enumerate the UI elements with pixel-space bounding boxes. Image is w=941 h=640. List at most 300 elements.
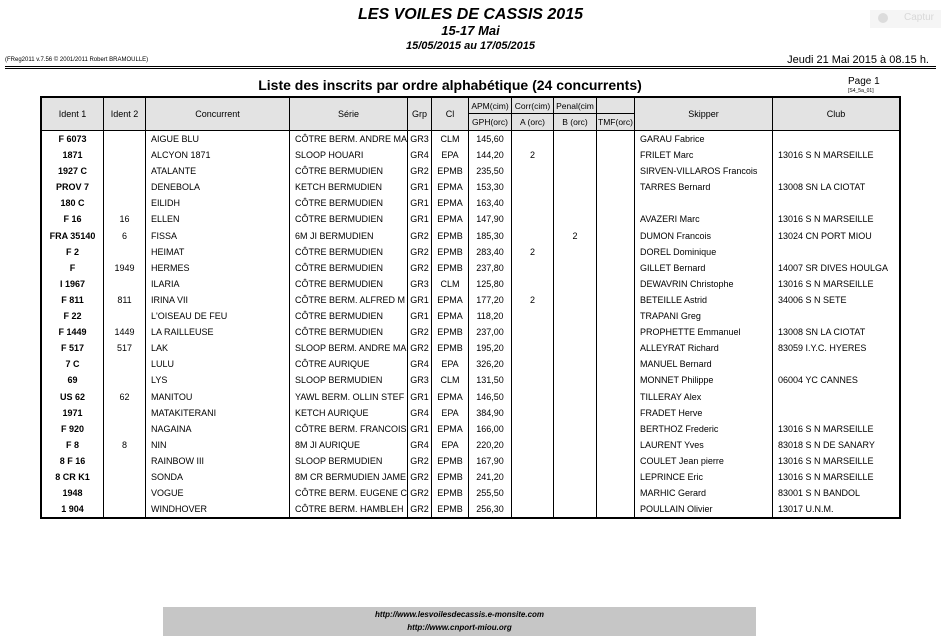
table-row	[42, 211, 899, 227]
capture-label: Captur	[904, 12, 935, 23]
serie-cell: SLOOP BERMUDIEN	[290, 372, 408, 388]
tmf-cell	[597, 211, 635, 227]
corr-cell	[512, 195, 554, 211]
rating-cell: 145,60	[469, 131, 512, 147]
skipper-cell: FRILET Marc	[635, 147, 773, 163]
page-code: [S4_5a_01]	[848, 88, 874, 94]
penal-cell	[554, 405, 597, 421]
grp-cell: GR3	[408, 372, 432, 388]
class-cell: EPA	[432, 356, 469, 372]
corr-cell	[512, 308, 554, 324]
skipper-cell: GARAU Fabrice	[635, 131, 773, 147]
print-timestamp: Jeudi 21 Mai 2015 à 08.15 h.	[787, 54, 929, 66]
rating-cell: 195,20	[469, 340, 512, 356]
entries-table	[40, 96, 901, 519]
footer-url-2[interactable]: http://www.cnport-miou.org	[407, 623, 512, 632]
class-cell: EPMB	[432, 324, 469, 340]
skipper-cell: LAURENT Yves	[635, 437, 773, 453]
class-cell: EPA	[432, 405, 469, 421]
table-row	[42, 469, 899, 485]
concurrent-cell: NAGAINA	[146, 421, 290, 437]
concurrent-cell: FISSA	[146, 228, 290, 244]
rating-cell: 255,50	[469, 485, 512, 501]
ident1-cell: 1971	[42, 405, 104, 421]
corr-cell	[512, 372, 554, 388]
table-row	[42, 244, 899, 260]
corr-cell	[512, 179, 554, 195]
ident1-cell: 1 904	[42, 501, 104, 517]
club-cell	[773, 389, 899, 405]
skipper-cell: FRADET Herve	[635, 405, 773, 421]
grp-cell: GR4	[408, 356, 432, 372]
tmf-cell	[597, 501, 635, 517]
tmf-cell	[597, 244, 635, 260]
corr-cell	[512, 340, 554, 356]
penal-cell	[554, 372, 597, 388]
col-penal: Penal(cim	[554, 98, 597, 114]
tmf-cell	[597, 260, 635, 276]
ident1-cell: 1948	[42, 485, 104, 501]
ident2-cell	[104, 485, 146, 501]
capture-button[interactable]	[870, 10, 941, 28]
tmf-cell	[597, 195, 635, 211]
ident2-cell	[104, 147, 146, 163]
serie-cell: SLOOP BERMUDIEN	[290, 453, 408, 469]
header-divider-2	[5, 68, 936, 69]
table-row	[42, 437, 899, 453]
tmf-cell	[597, 163, 635, 179]
corr-cell	[512, 228, 554, 244]
ident1-cell: FRA 35140	[42, 228, 104, 244]
penal-cell	[554, 260, 597, 276]
ident1-cell: F 517	[42, 340, 104, 356]
tmf-cell	[597, 228, 635, 244]
tmf-cell	[597, 453, 635, 469]
penal-cell	[554, 356, 597, 372]
concurrent-cell: VOGUE	[146, 485, 290, 501]
rating-cell: 220,20	[469, 437, 512, 453]
tmf-cell	[597, 356, 635, 372]
table-row	[42, 389, 899, 405]
table-row	[42, 260, 899, 276]
penal-cell	[554, 163, 597, 179]
event-title: LES VOILES DE CASSIS 2015	[358, 6, 583, 23]
class-cell: EPMB	[432, 228, 469, 244]
concurrent-cell: WINDHOVER	[146, 501, 290, 517]
footer-url-1[interactable]: http://www.lesvoilesdecassis.e-monsite.com	[374, 610, 545, 619]
grp-cell: GR2	[408, 163, 432, 179]
class-cell: EPMB	[432, 453, 469, 469]
serie-cell: YAWL BERM. OLLIN STEF	[290, 389, 408, 405]
col-a-orc: A (orc)	[512, 114, 554, 130]
class-cell: EPMB	[432, 501, 469, 517]
ident2-cell	[104, 163, 146, 179]
concurrent-cell: HERMES	[146, 260, 290, 276]
concurrent-cell: LAK	[146, 340, 290, 356]
ident2-cell: 1949	[104, 260, 146, 276]
class-cell: EPMB	[432, 469, 469, 485]
grp-cell: GR3	[408, 276, 432, 292]
grp-cell: GR1	[408, 292, 432, 308]
concurrent-cell: NIN	[146, 437, 290, 453]
concurrent-cell: RAINBOW III	[146, 453, 290, 469]
serie-cell: 8M JI AURIQUE	[290, 437, 408, 453]
club-cell	[773, 163, 899, 179]
ident2-cell	[104, 308, 146, 324]
penal-cell	[554, 131, 597, 147]
skipper-cell	[635, 195, 773, 211]
class-cell: EPMA	[432, 421, 469, 437]
club-cell: 83018 S N DE SANARY	[778, 439, 875, 450]
club-cell: 13008 SN LA CIOTAT	[778, 182, 866, 193]
penal-cell	[554, 469, 597, 485]
class-cell: EPMA	[432, 195, 469, 211]
ident2-cell	[104, 453, 146, 469]
table-row	[42, 292, 899, 308]
table-body	[42, 131, 899, 517]
table-row	[42, 179, 899, 195]
col-tmf-blank	[597, 98, 635, 114]
serie-cell: CÔTRE BERMUDIEN	[290, 308, 408, 324]
rating-cell: 146,50	[469, 389, 512, 405]
rating-cell: 235,50	[469, 163, 512, 179]
serie-cell: CÔTRE BERMUDIEN	[290, 276, 408, 292]
serie-cell: CÔTRE BERM. HAMBLEH	[290, 501, 408, 517]
corr-cell	[512, 131, 554, 147]
ident2-cell: 1449	[104, 324, 146, 340]
ident1-cell: 8 CR K1	[42, 469, 104, 485]
serie-cell: CÔTRE BERMUDIEN	[290, 195, 408, 211]
ident1-cell: F 811	[42, 292, 104, 308]
club-cell: 13016 S N MARSEILLE	[778, 455, 874, 466]
corr-cell	[512, 421, 554, 437]
serie-cell: SLOOP BERM. ANDRE MA	[290, 340, 408, 356]
table-row	[42, 405, 899, 421]
skipper-cell: MARHIC Gerard	[635, 485, 773, 501]
grp-cell: GR2	[408, 228, 432, 244]
skipper-cell: POULLAIN Olivier	[635, 501, 773, 517]
ident1-cell: F	[42, 260, 104, 276]
corr-cell	[512, 453, 554, 469]
club-cell	[773, 195, 899, 211]
table-row	[42, 356, 899, 372]
tmf-cell	[597, 147, 635, 163]
penal-cell	[554, 147, 597, 163]
penal-cell	[554, 485, 597, 501]
concurrent-cell: AIGUE BLU	[146, 131, 290, 147]
ident1-cell: US 62	[42, 389, 104, 405]
ident1-cell: F 920	[42, 421, 104, 437]
grp-cell: GR2	[408, 501, 432, 517]
table-row	[42, 147, 899, 163]
class-cell: CLM	[432, 372, 469, 388]
list-title: Liste des inscrits par ordre alphabétique (24 concurrents)	[258, 77, 642, 93]
ident2-cell	[104, 276, 146, 292]
concurrent-cell: ILARIA	[146, 276, 290, 292]
grp-cell: GR4	[408, 147, 432, 163]
skipper-cell: BETEILLE Astrid	[635, 292, 773, 308]
ident2-cell	[104, 405, 146, 421]
class-cell: EPA	[432, 147, 469, 163]
skipper-cell: DUMON Francois	[635, 228, 773, 244]
table-row	[42, 453, 899, 469]
ident1-cell: F 8	[42, 437, 104, 453]
class-cell: EPA	[432, 437, 469, 453]
footer-links	[163, 607, 756, 636]
concurrent-cell: MANITOU	[146, 389, 290, 405]
skipper-cell: ALLEYRAT Richard	[635, 340, 773, 356]
grp-cell: GR2	[408, 244, 432, 260]
col-serie: Série	[290, 98, 408, 130]
rating-cell: 384,90	[469, 405, 512, 421]
concurrent-cell: IRINA VII	[146, 292, 290, 308]
skipper-cell: DEWAVRIN Christophe	[635, 276, 773, 292]
club-cell: 83001 S N BANDOL	[778, 488, 861, 499]
club-cell: 13016 S N MARSEILLE	[778, 150, 874, 161]
tmf-cell	[597, 276, 635, 292]
club-cell: 34006 S N SETE	[778, 294, 847, 305]
class-cell: EPMB	[432, 260, 469, 276]
skipper-cell: MANUEL Bernard	[635, 356, 773, 372]
grp-cell: GR1	[408, 179, 432, 195]
table-row	[42, 421, 899, 437]
club-cell	[773, 131, 899, 147]
penal-cell	[554, 389, 597, 405]
club-cell	[773, 244, 899, 260]
rating-cell: 177,20	[469, 292, 512, 308]
penal-cell	[554, 421, 597, 437]
penal-cell: 2	[554, 228, 597, 244]
rating-cell: 283,40	[469, 244, 512, 260]
serie-cell: CÔTRE BERMUDIEN	[290, 260, 408, 276]
grp-cell: GR1	[408, 389, 432, 405]
corr-cell: 2	[512, 244, 554, 260]
tmf-cell	[597, 340, 635, 356]
corr-cell	[512, 485, 554, 501]
corr-cell	[512, 437, 554, 453]
ident1-cell: 1871	[42, 147, 104, 163]
tmf-cell	[597, 405, 635, 421]
class-cell: EPMB	[432, 163, 469, 179]
concurrent-cell: LA RAILLEUSE	[146, 324, 290, 340]
penal-cell	[554, 324, 597, 340]
concurrent-cell: EILIDH	[146, 195, 290, 211]
serie-cell: KETCH BERMUDIEN	[290, 179, 408, 195]
col-apm: APM(cim)	[469, 98, 512, 114]
class-cell: CLM	[432, 276, 469, 292]
rating-cell: 167,90	[469, 453, 512, 469]
penal-cell	[554, 292, 597, 308]
corr-cell	[512, 260, 554, 276]
skipper-cell: BERTHOZ Frederic	[635, 421, 773, 437]
penal-cell	[554, 308, 597, 324]
col-grp: Grp	[408, 98, 432, 130]
tmf-cell	[597, 131, 635, 147]
tmf-cell	[597, 324, 635, 340]
ident1-cell: F 6073	[42, 131, 104, 147]
concurrent-cell: DENEBOLA	[146, 179, 290, 195]
class-cell: EPMA	[432, 292, 469, 308]
ident1-cell: I 1967	[42, 276, 104, 292]
serie-cell: CÔTRE BERMUDIEN	[290, 211, 408, 227]
tmf-cell	[597, 308, 635, 324]
col-gph: GPH(orc)	[469, 114, 512, 130]
concurrent-cell: L'OISEAU DE FEU	[146, 308, 290, 324]
club-cell: 13017 U.N.M.	[778, 504, 834, 515]
ident1-cell: F 2	[42, 244, 104, 260]
header-divider	[5, 66, 936, 67]
tmf-cell	[597, 421, 635, 437]
ident2-cell	[104, 195, 146, 211]
grp-cell: GR1	[408, 195, 432, 211]
penal-cell	[554, 276, 597, 292]
page-number: Page 1	[848, 76, 880, 87]
ident1-cell: 1927 C	[42, 163, 104, 179]
ident2-cell: 811	[104, 292, 146, 308]
ident2-cell: 16	[104, 211, 146, 227]
rating-cell: 131,50	[469, 372, 512, 388]
club-cell: 14007 SR DIVES HOULGA	[778, 262, 889, 273]
grp-cell: GR2	[408, 453, 432, 469]
rating-cell: 144,20	[469, 147, 512, 163]
club-cell: 13016 S N MARSEILLE	[778, 471, 874, 482]
concurrent-cell: SONDA	[146, 469, 290, 485]
serie-cell: CÔTRE BERMUDIEN	[290, 324, 408, 340]
tmf-cell	[597, 292, 635, 308]
rating-cell: 256,30	[469, 501, 512, 517]
ident1-cell: F 1449	[42, 324, 104, 340]
skipper-cell: SIRVEN-VILLAROS Francois	[635, 163, 773, 179]
club-cell: 13008 SN LA CIOTAT	[778, 327, 866, 338]
ident1-cell: 69	[42, 372, 104, 388]
capture-icon	[878, 13, 888, 23]
concurrent-cell: ALCYON 1871	[146, 147, 290, 163]
corr-cell	[512, 389, 554, 405]
ident1-cell: PROV 7	[42, 179, 104, 195]
class-cell: CLM	[432, 131, 469, 147]
corr-cell	[512, 356, 554, 372]
serie-cell: CÔTRE AURIQUE	[290, 356, 408, 372]
grp-cell: GR2	[408, 340, 432, 356]
ident2-cell	[104, 244, 146, 260]
rating-cell: 125,80	[469, 276, 512, 292]
table-row	[42, 324, 899, 340]
penal-cell	[554, 340, 597, 356]
ident2-cell	[104, 356, 146, 372]
class-cell: EPMB	[432, 340, 469, 356]
ident2-cell: 517	[104, 340, 146, 356]
col-b-orc: B (orc)	[554, 114, 597, 130]
concurrent-cell: ELLEN	[146, 211, 290, 227]
serie-cell: CÔTRE BERM. EUGENE C	[290, 485, 408, 501]
tmf-cell	[597, 389, 635, 405]
corr-cell: 2	[512, 147, 554, 163]
concurrent-cell: ATALANTE	[146, 163, 290, 179]
ident2-cell	[104, 131, 146, 147]
serie-cell: CÔTRE BERM. FRANCOIS	[290, 421, 408, 437]
grp-cell: GR4	[408, 405, 432, 421]
tmf-cell	[597, 469, 635, 485]
rating-cell: 153,30	[469, 179, 512, 195]
software-copyright: (FReg2011 v.7.56 © 2001/2011 Robert BRAMOULLE)	[5, 57, 149, 63]
corr-cell	[512, 405, 554, 421]
skipper-cell: MONNET Philippe	[635, 372, 773, 388]
club-cell: 13016 S N MARSEILLE	[778, 278, 874, 289]
ident1-cell: F 16	[42, 211, 104, 227]
tmf-cell	[597, 485, 635, 501]
club-cell	[773, 356, 899, 372]
tmf-cell	[597, 437, 635, 453]
table-row	[42, 163, 899, 179]
tmf-cell	[597, 372, 635, 388]
skipper-cell: TRAPANI Greg	[635, 308, 773, 324]
event-dates: 15-17 Mai	[441, 23, 500, 38]
col-concurrent: Concurrent	[146, 98, 290, 130]
club-cell: 06004 YC CANNES	[778, 375, 858, 386]
skipper-cell: GILLET Bernard	[635, 260, 773, 276]
concurrent-cell: HEIMAT	[146, 244, 290, 260]
ident1-cell: 7 C	[42, 356, 104, 372]
corr-cell	[512, 276, 554, 292]
tmf-cell	[597, 179, 635, 195]
penal-cell	[554, 195, 597, 211]
class-cell: EPMA	[432, 389, 469, 405]
skipper-cell: TILLERAY Alex	[635, 389, 773, 405]
grp-cell: GR2	[408, 485, 432, 501]
grp-cell: GR4	[408, 437, 432, 453]
penal-cell	[554, 453, 597, 469]
ident2-cell	[104, 421, 146, 437]
serie-cell: 6M JI BERMUDIEN	[290, 228, 408, 244]
class-cell: EPMB	[432, 485, 469, 501]
grp-cell: GR1	[408, 308, 432, 324]
grp-cell: GR2	[408, 260, 432, 276]
rating-cell: 241,20	[469, 469, 512, 485]
col-ident2: Ident 2	[104, 98, 146, 130]
ident2-cell	[104, 469, 146, 485]
ident2-cell: 6	[104, 228, 146, 244]
table-row	[42, 340, 899, 356]
concurrent-cell: LULU	[146, 356, 290, 372]
grp-cell: GR2	[408, 469, 432, 485]
ident2-cell: 8	[104, 437, 146, 453]
class-cell: EPMA	[432, 179, 469, 195]
penal-cell	[554, 211, 597, 227]
col-cl: Cl	[432, 98, 469, 130]
serie-cell: CÔTRE BERMUDIEN	[290, 244, 408, 260]
table-row	[42, 372, 899, 388]
ident2-cell	[104, 179, 146, 195]
penal-cell	[554, 244, 597, 260]
serie-cell: 8M CR BERMUDIEN JAME	[290, 469, 408, 485]
corr-cell	[512, 211, 554, 227]
club-cell	[773, 405, 899, 421]
skipper-cell: TARRES Bernard	[635, 179, 773, 195]
corr-cell: 2	[512, 292, 554, 308]
grp-cell: GR3	[408, 131, 432, 147]
grp-cell: GR1	[408, 211, 432, 227]
col-tmf: TMF(orc)	[597, 114, 635, 130]
ident1-cell: F 22	[42, 308, 104, 324]
table-row	[42, 195, 899, 211]
table-row	[42, 501, 899, 517]
penal-cell	[554, 179, 597, 195]
table-row	[42, 276, 899, 292]
grp-cell: GR2	[408, 324, 432, 340]
class-cell: EPMA	[432, 308, 469, 324]
club-cell	[773, 308, 899, 324]
skipper-cell: AVAZERI Marc	[635, 211, 773, 227]
